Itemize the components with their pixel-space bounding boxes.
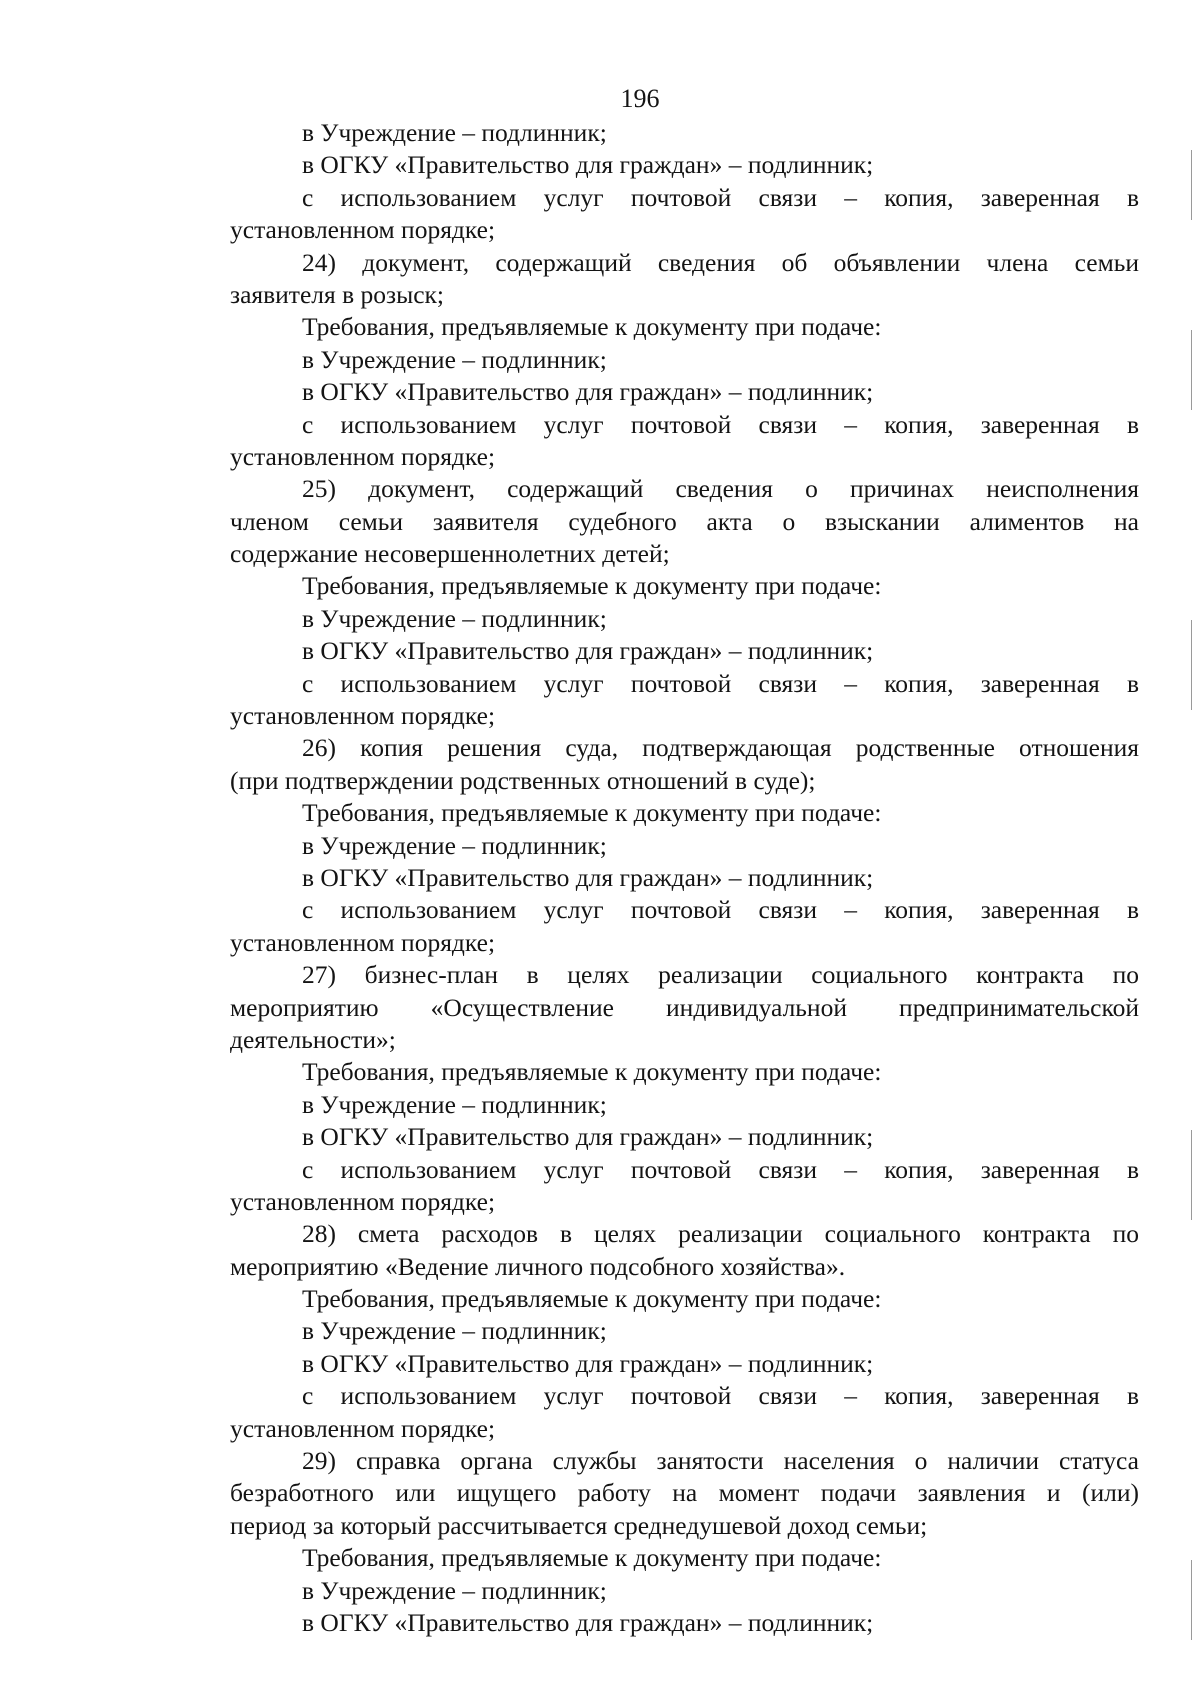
text-line: с использованием услуг почтовой связи – копия, заверенная в: [302, 409, 1139, 439]
scan-edge-mark: [1191, 150, 1192, 220]
text-line: в Учреждение – подлинник;: [302, 344, 607, 374]
text-line: установленном порядке;: [230, 927, 496, 957]
text-line: в Учреждение – подлинник;: [302, 830, 607, 860]
text-line: в ОГКУ «Правительство для граждан» – подлинник;: [302, 1348, 874, 1378]
text-line: установленном порядке;: [230, 215, 496, 245]
text-line: в ОГКУ «Правительство для граждан» – подлинник;: [302, 636, 874, 666]
text-line: заявителя в розыск;: [230, 279, 445, 309]
document-body: [230, 117, 1139, 1639]
text-line: в ОГКУ «Правительство для граждан» – подлинник;: [302, 377, 874, 407]
text-line: в Учреждение – подлинник;: [302, 603, 607, 633]
text-line: Требования, предъявляемые к документу при подаче:: [302, 1057, 882, 1087]
text-line: с использованием услуг почтовой связи – копия, заверенная в: [302, 1381, 1139, 1411]
text-line: в ОГКУ «Правительство для граждан» – подлинник;: [302, 1607, 874, 1637]
text-line: с использованием услуг почтовой связи – копия, заверенная в: [302, 895, 1139, 925]
text-line: содержание несовершеннолетних детей;: [230, 539, 670, 569]
text-line: в Учреждение – подлинник;: [302, 1575, 607, 1605]
scan-edge-mark: [1191, 1130, 1192, 1220]
text-line: в Учреждение – подлинник;: [302, 118, 607, 147]
text-line: в ОГКУ «Правительство для граждан» – подлинник;: [302, 150, 874, 180]
text-line: с использованием услуг почтовой связи – копия, заверенная в: [302, 1154, 1139, 1184]
text-line: в ОГКУ «Правительство для граждан» – подлинник;: [302, 862, 874, 892]
text-line: мероприятию «Ведение личного подсобного хозяйства».: [230, 1251, 846, 1281]
text-line: период за который рассчитывается среднедушевой доход семьи;: [230, 1510, 928, 1540]
text-line: 24) документ, содержащий сведения об объявлении члена семьи: [302, 247, 1139, 277]
text-line: Требования, предъявляемые к документу при подаче:: [302, 798, 882, 828]
text-line: в ОГКУ «Правительство для граждан» – подлинник;: [302, 1122, 874, 1152]
text-line: 27) бизнес-план в целях реализации социального контракта по: [302, 960, 1139, 990]
text-line: в Учреждение – подлинник;: [302, 1089, 607, 1119]
text-line: установленном порядке;: [230, 1186, 496, 1216]
text-line: установленном порядке;: [230, 441, 496, 471]
text-line: деятельности»;: [230, 1024, 396, 1054]
text-line: 26) копия решения суда, подтверждающая родственные отношения: [302, 733, 1139, 763]
text-line: с использованием услуг почтовой связи – копия, заверенная в: [302, 668, 1139, 698]
text-line: (при подтверждении родственных отношений в суде);: [230, 765, 816, 795]
text-line: установленном порядке;: [230, 1413, 496, 1443]
scan-edge-mark: [1191, 620, 1192, 710]
text-line: членом семьи заявителя судебного акта о взыскании алиментов на: [230, 506, 1139, 536]
text-line: 29) справка органа службы занятости населения о наличии статуса: [302, 1446, 1139, 1476]
scan-edge-mark: [1191, 1560, 1192, 1640]
text-line: установленном порядке;: [230, 701, 496, 731]
text-line: Требования, предъявляемые к документу при подаче:: [302, 1543, 882, 1573]
text-line: Требования, предъявляемые к документу при подаче:: [302, 312, 882, 342]
text-line: с использованием услуг почтовой связи – копия, заверенная в: [302, 182, 1139, 212]
text-line: Требования, предъявляемые к документу при подаче:: [302, 1284, 882, 1314]
text-line: мероприятию «Осуществление индивидуальной предпринимательской: [230, 992, 1139, 1022]
text-line: 25) документ, содержащий сведения о причинах неисполнения: [302, 474, 1139, 504]
text-line: в Учреждение – подлинник;: [302, 1316, 607, 1346]
text-line: Требования, предъявляемые к документу при подаче:: [302, 571, 882, 601]
page-number: 196: [620, 84, 660, 113]
scan-edge-mark: [1191, 330, 1192, 410]
text-line: безработного или ищущего работу на момент подачи заявления и (или): [230, 1478, 1139, 1508]
text-line: 28) смета расходов в целях реализации социального контракта по: [302, 1219, 1139, 1249]
